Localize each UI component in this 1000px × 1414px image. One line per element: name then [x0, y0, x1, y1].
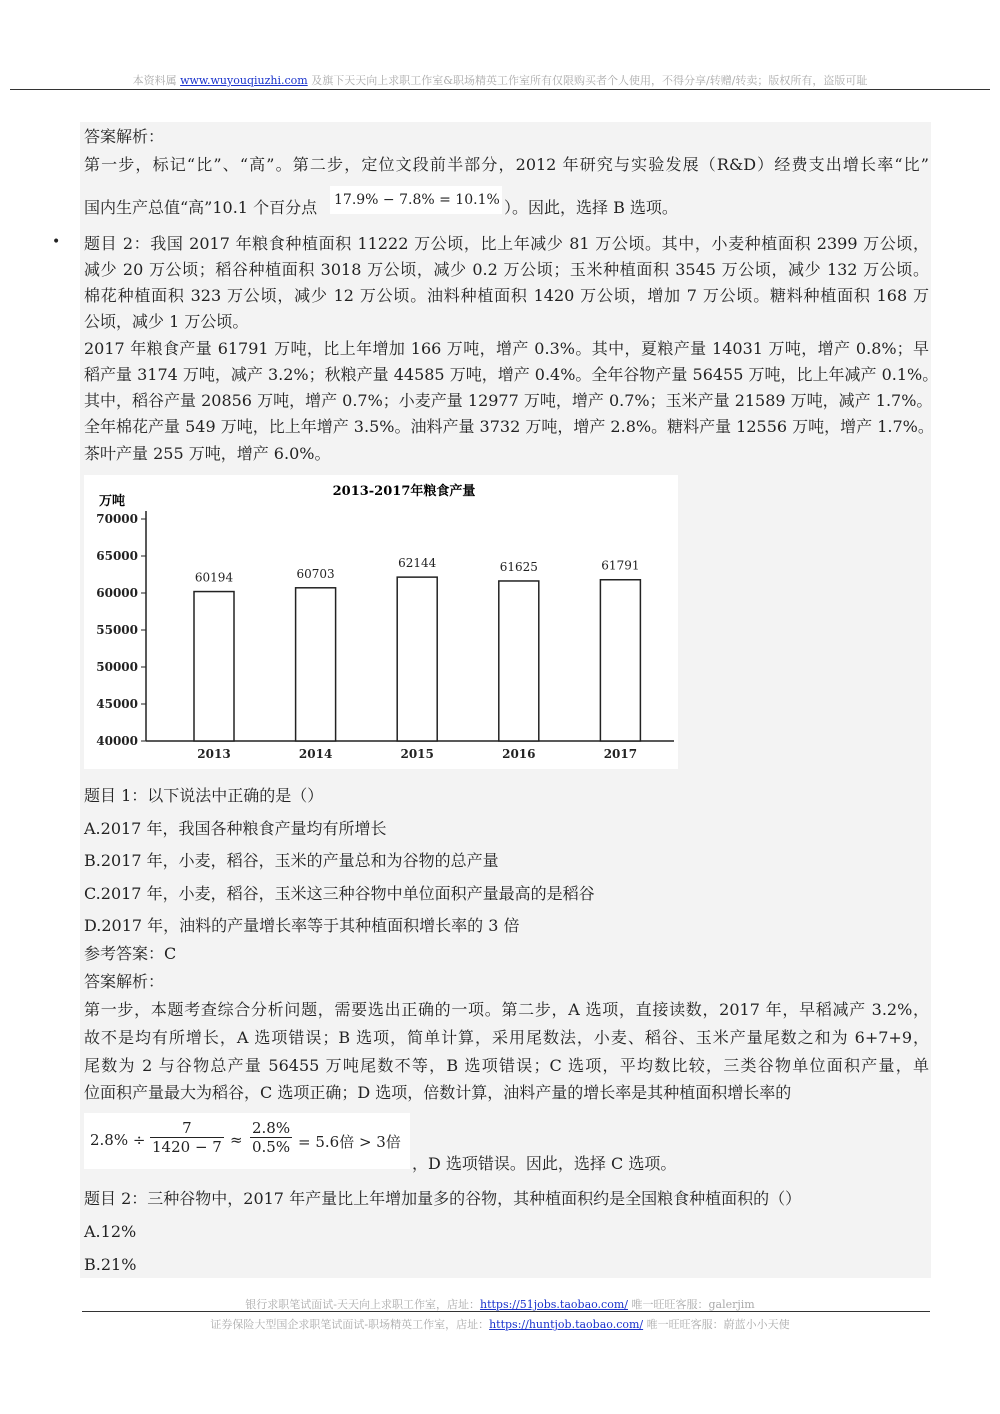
formula-result: = 5.6倍 > 3倍 — [298, 1133, 401, 1151]
prev-analysis-line2 — [84, 198, 317, 218]
paragraph-line: 2017 年粮食产量 61791 万吨，比上年增加 166 万吨，增产 0.3%。其中，夏粮产量 14031 万吨，增产 0.8%；早 — [84, 339, 929, 358]
footer-text: 证券保险大型国企求职笔试面试-职场精英工作室，店址： — [210, 1318, 490, 1331]
chart-title: 2013-2017年粮食产量 — [332, 484, 476, 499]
footer-rule — [82, 1311, 930, 1312]
fraction-denominator: 0.5% — [252, 1138, 291, 1156]
paragraph-line: 茶叶产量 255 万吨，增产 6.0%。 — [84, 444, 331, 463]
x-tick-label: 2013 — [197, 747, 231, 761]
analysis-line: 故不是均有所增长，A 选项错误；B 选项，简单计算，采用尾数法，小麦、稻谷、玉米产量尾数之和为 6+7+9， — [84, 1028, 929, 1047]
bullet-icon: • — [52, 234, 61, 250]
header-prefix: 本资料属 — [132, 74, 181, 87]
y-tick-label: 45000 — [96, 697, 138, 711]
y-tick-label: 50000 — [96, 660, 138, 674]
footer-link[interactable]: https://huntjob.taobao.com/ — [489, 1318, 644, 1331]
q1-title: 题目 1：以下说法中正确的是（） — [84, 786, 324, 805]
analysis-line: 尾数为 2 与谷物总产量 56455 万吨尾数不等，B 选项错误；C 选项，平均数比较，三类谷物单位面积产量，单 — [84, 1056, 929, 1075]
grain-output-chart — [84, 475, 678, 769]
fraction-numerator: 2.8% — [252, 1119, 291, 1137]
header-rule — [10, 89, 990, 90]
q2-option-a: A.12% — [84, 1222, 137, 1241]
q1-option-d: D.2017 年，油料的产量增长率等于其种植面积增长率的 3 倍 — [84, 916, 520, 935]
prev-analysis-label: 答案解析： — [84, 127, 165, 146]
paragraph-line: 其中，稻谷产量 20856 万吨，增产 0.7%；小麦产量 12977 万吨，增产 0.7%；玉米产量 21589 万吨，减产 1.7%。 — [84, 391, 933, 410]
formula-image: 17.9% − 7.8% = 10.1% — [330, 186, 502, 214]
analysis-line: 第一步，本题考查综合分析问题，需要选出正确的一项。第二步，A 选项，直接读数，2017 年，早稻减产 3.2%， — [84, 1000, 929, 1019]
bar-value-label: 60703 — [296, 566, 335, 581]
footer-text: 唯一旺旺客服：galerjim — [627, 1298, 755, 1311]
header-suffix: 及旗下天天向上求职工作室&职场精英工作室所有仅限购买者个人使用，不得分享/转赠/转卖；版权所有，盗版可耻 — [307, 74, 868, 87]
footer-line-1 — [0, 1296, 1000, 1312]
bar-value-label: 60194 — [194, 570, 234, 585]
bar-value-label: 61791 — [601, 558, 640, 573]
x-tick-label: 2017 — [603, 747, 638, 761]
x-tick-label: 2016 — [502, 747, 536, 761]
chart-ylabel: 万吨 — [98, 494, 126, 509]
formula-fraction-1 — [150, 1119, 224, 1156]
footer-text: 银行求职笔试面试-天天向上求职工作室，店址： — [245, 1298, 480, 1311]
paragraph-line: 稻产量 3174 万吨，减产 3.2%；秋粮产量 44585 万吨，增产 0.4%。全年谷物产量 56455 万吨，比上年减产 0.1%。 — [84, 365, 939, 384]
prev-analysis-text: 国内生产总值“高”10.1 个百分点 — [84, 198, 318, 217]
footer-text: 唯一旺旺客服：蔚蓝小小天使 — [643, 1318, 790, 1331]
x-tick-label: 2015 — [400, 747, 434, 761]
fraction-denominator: 1420 − 7 — [152, 1138, 222, 1156]
bar-2016 — [499, 581, 539, 741]
q1-analysis-label: 答案解析： — [84, 972, 165, 991]
y-tick-label: 55000 — [96, 623, 138, 637]
bar-value-label: 62144 — [398, 556, 437, 571]
y-tick-label: 60000 — [96, 586, 138, 600]
footer-line-2 — [0, 1316, 1000, 1332]
analysis-line: 位面积产量最大为稻谷，C 选项正确；D 选项，倍数计算，油料产量的增长率是其种植面积增长率的 — [84, 1083, 792, 1102]
y-tick-label: 40000 — [96, 734, 138, 748]
bar-2013 — [194, 592, 234, 741]
bar-chart-svg — [84, 475, 678, 769]
x-tick-label: 2014 — [298, 747, 333, 761]
bar-2015 — [397, 577, 437, 741]
q1-option-c: C.2017 年，小麦，稻谷，玉米这三种谷物中单位面积产量最高的是稻谷 — [84, 884, 595, 903]
prev-analysis-tail: ）。因此，选择 B 选项。 — [504, 198, 678, 217]
q2-title: 题目 2：三种谷物中，2017 年产量比上年增加量多的谷物，其种植面积约是全国粮食种植面积的（） — [84, 1189, 802, 1208]
formula-tail-text: ，D 选项错误。因此，选择 C 选项。 — [412, 1154, 677, 1173]
paragraph-line: 棉花种植面积 323 万公顷，减少 12 万公顷。油料种植面积 1420 万公顷，增加 7 万公顷。糖料种植面积 168 万 — [84, 286, 929, 305]
approx-sign: ≈ — [230, 1131, 243, 1149]
y-tick-label: 70000 — [96, 512, 138, 526]
fraction-numerator: 7 — [150, 1119, 224, 1138]
bar-2014 — [296, 588, 336, 741]
footer-link[interactable]: https://51jobs.taobao.com/ — [479, 1298, 628, 1311]
paragraph-line: 公顷，减少 1 万公顷。 — [84, 312, 249, 331]
y-tick-label: 65000 — [96, 549, 138, 563]
paragraph-line: 题目 2：我国 2017 年粮食种植面积 11222 万公顷，比上年减少 81 万公顷。其中，小麦种植面积 2399 万公顷， — [84, 234, 929, 253]
prev-analysis-line: 第一步，标记“比”、“高”。第二步，定位文段前半部分，2012 年研究与实验发展（R&D）经费支出增长率“比” — [84, 155, 929, 174]
multiplier-formula — [84, 1113, 410, 1169]
q1-option-b: B.2017 年，小麦，稻谷，玉米的产量总和为谷物的总产量 — [84, 851, 499, 870]
formula-fraction-2 — [250, 1119, 292, 1156]
bar-value-label: 61625 — [499, 559, 538, 574]
page-header — [0, 72, 1000, 88]
q1-option-a: A.2017 年，我国各种粮食产量均有所增长 — [84, 819, 387, 838]
q2-option-b: B.21% — [84, 1255, 137, 1274]
bar-2017 — [600, 580, 640, 741]
header-link[interactable]: www.wuyouqiuzhi.com — [180, 74, 308, 87]
formula-part: 2.8% ÷ — [90, 1131, 146, 1149]
q1-reference-answer: 参考答案：C — [84, 944, 177, 963]
paragraph-line: 减少 20 万公顷；稻谷种植面积 3018 万公顷，减少 0.2 万公顷；玉米种植面积 3545 万公顷，减少 132 万公顷。 — [84, 260, 929, 279]
paragraph-line: 全年棉花产量 549 万吨，比上年增产 3.5%。油料产量 3732 万吨，增产 2.8%。糖料产量 12556 万吨，增产 1.7%。 — [84, 417, 934, 436]
